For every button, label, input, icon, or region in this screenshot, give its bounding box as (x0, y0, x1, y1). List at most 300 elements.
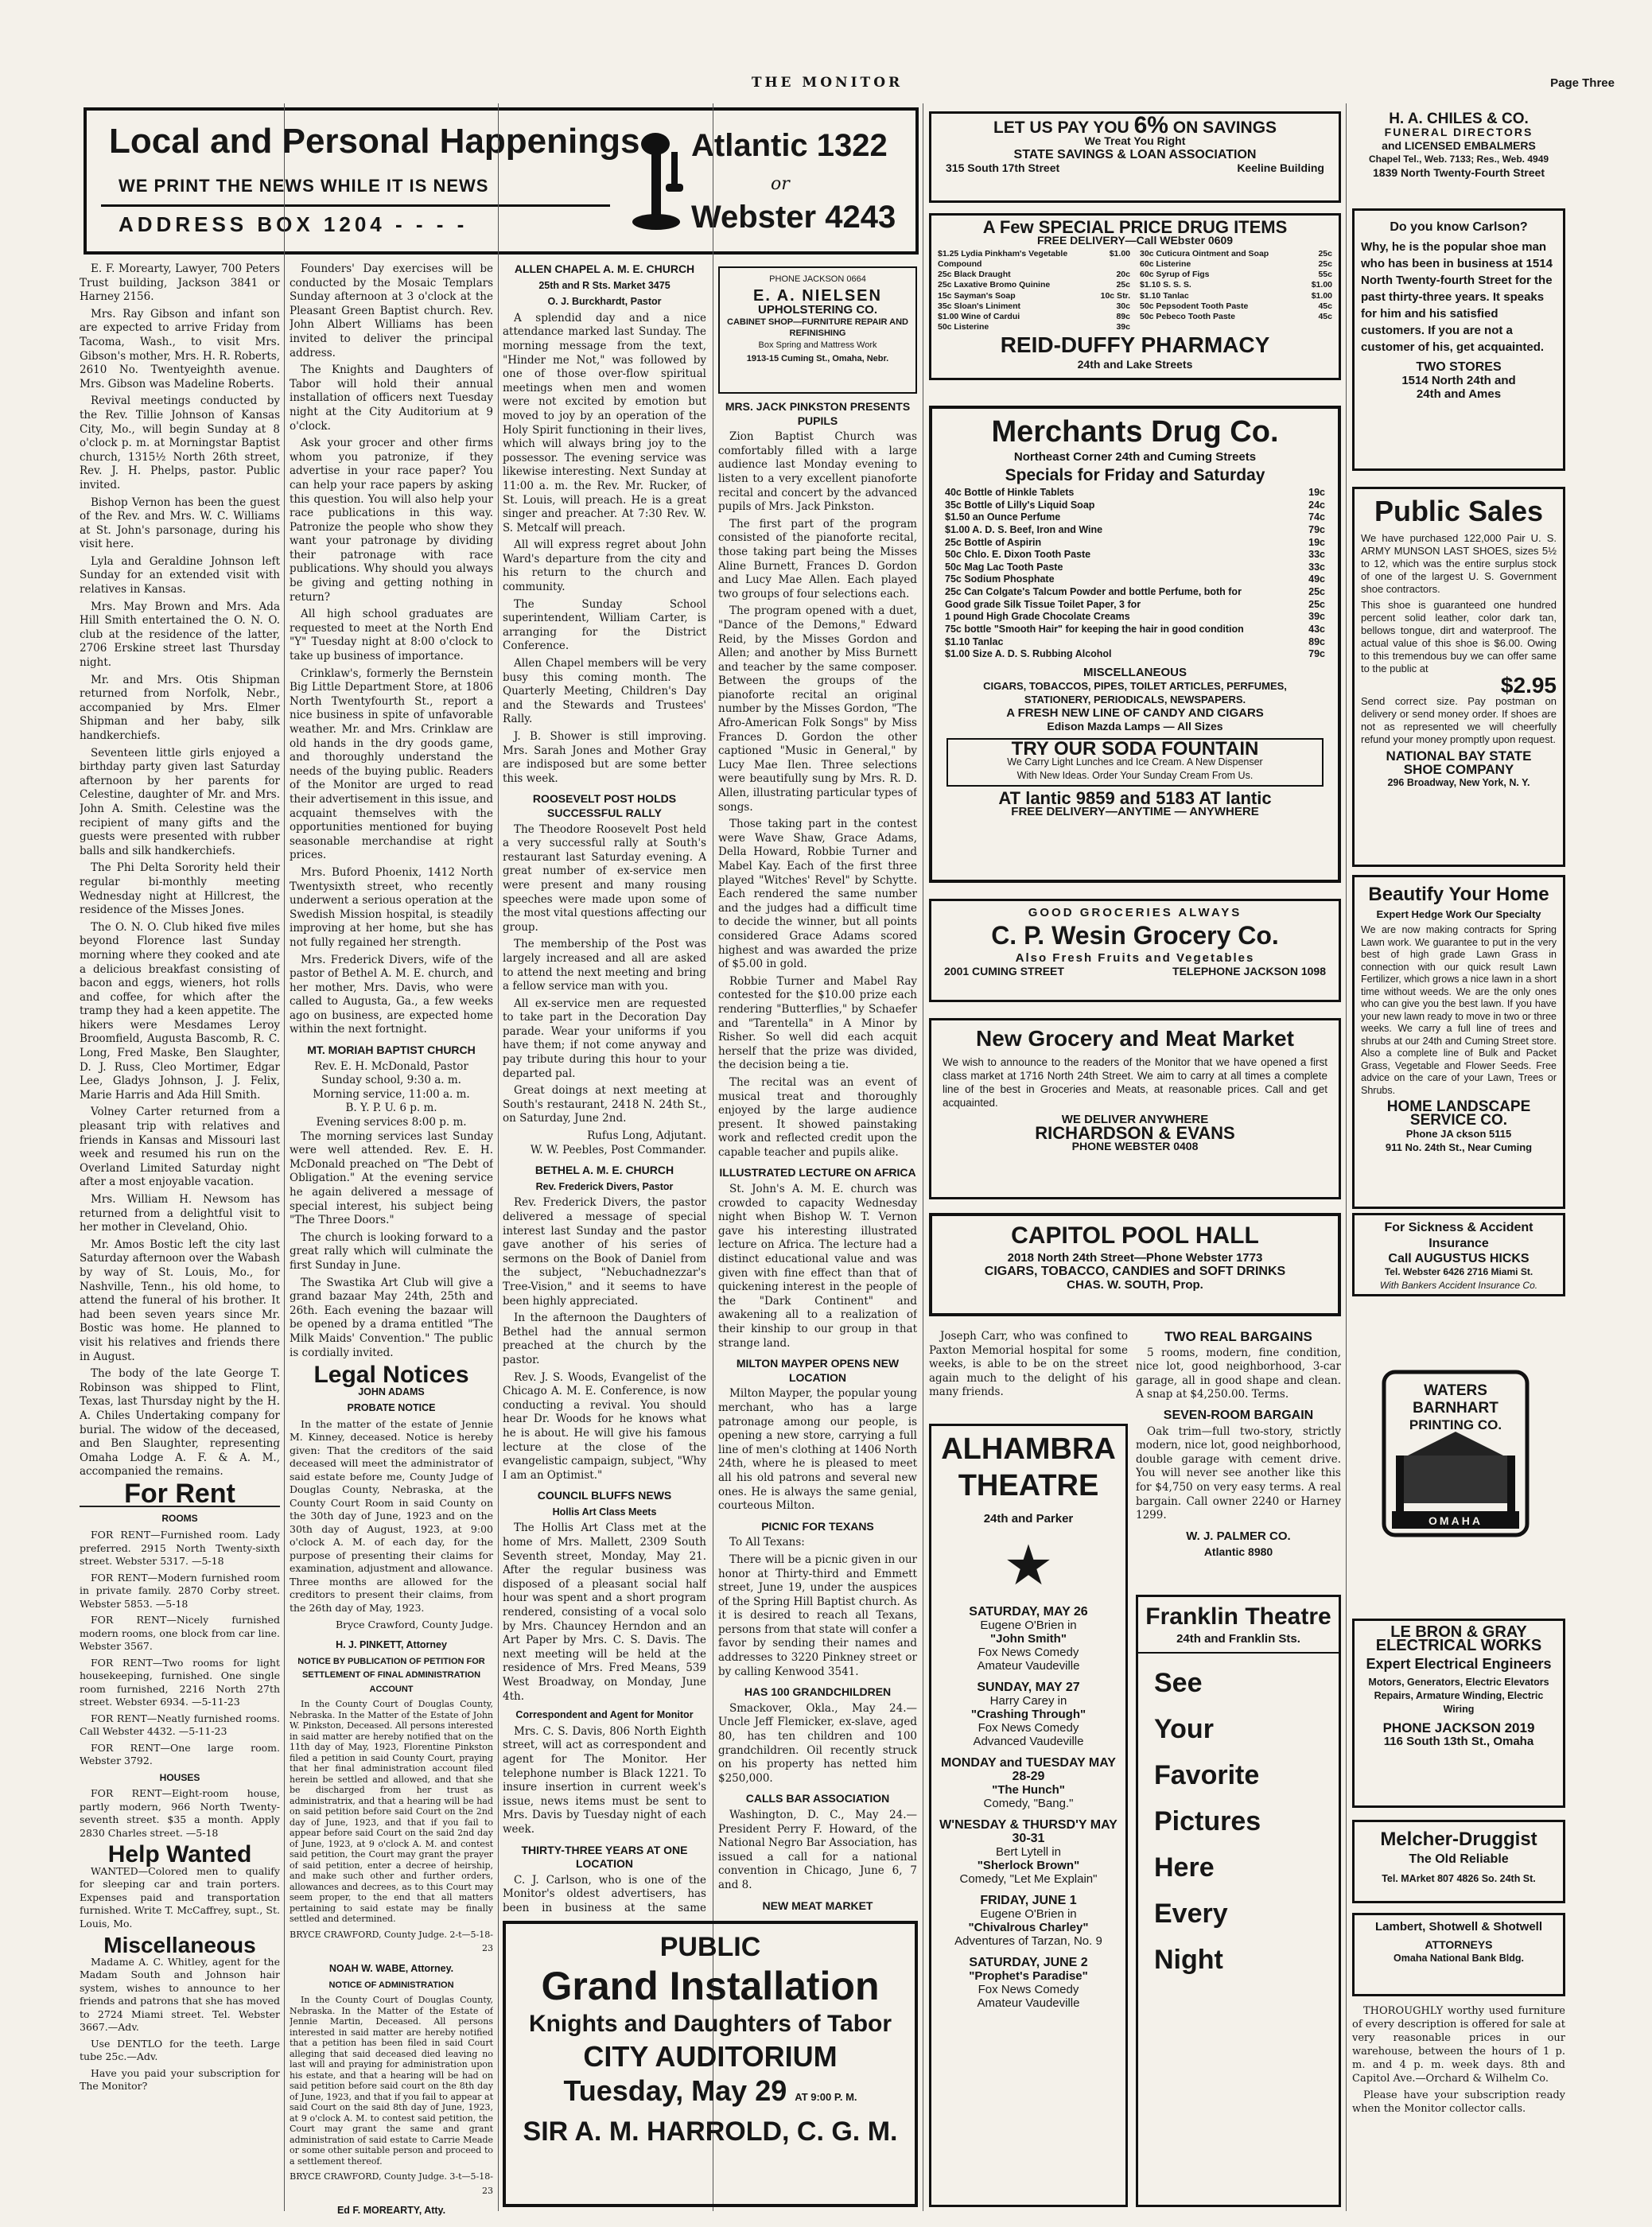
item-price: 39c (1308, 611, 1325, 623)
classified-ad: FOR RENT—Nicely furnished modern rooms, one block from car line. Webster 3567. (80, 1614, 280, 1653)
drug-subtitle: FREE DELIVERY—Call WEbster 0609 (1036, 234, 1234, 247)
item-name: 1 pound High Grade Chocolate Creams (945, 611, 1130, 623)
news-paragraph: Mr. and Mrs. Otis Shipman returned from Norfolk, Nebr., accompanied by Mrs. Elmer Shipman and her baby, silk handkerchiefs. (80, 673, 280, 742)
show-line: "Sherlock Brown" (977, 1859, 1080, 1872)
item-price: 45c (1318, 301, 1332, 311)
show-line: Advanced Vaudeville (973, 1735, 1084, 1748)
pharmacy-address: 24th and Lake Streets (1077, 358, 1193, 371)
carr-note-text: Joseph Carr, who was confined to Paxton Memorial hospital for some weeks, is able to be on the street again much to the delight of his many friends. (929, 1330, 1128, 1399)
item-name: 25c Laxative Bromo Quinine (938, 280, 1051, 290)
item-name: 35c Sloan's Liniment (938, 301, 1021, 311)
lecture-news (718, 1183, 917, 1351)
price-row (945, 537, 1325, 550)
item-price: 89c (1116, 311, 1130, 321)
news-paragraph: A splendid day and a nice attendance marked last Sunday. The morning message from the text, "Hinder me Not," was followed by one of those over-flow spiritual meetings when men and women were not excited by emotion but moved to joy by an operation of the Holy Spirit functioning in their lives, which will always bring joy to the possessor. The evening service was likewise interesting. Next Sunday at 11:00 a. m. the Rev. Mr. Rucker, of St. Louis, will preach. He is a great singer and preacher. At 7:30 Rev. W. S. Metcalf will preach. (503, 311, 706, 534)
show-day: SATURDAY, JUNE 2 (969, 1956, 1088, 1969)
price-row (938, 280, 1130, 290)
schedule-line: B. Y. P. U. 6 p. m. (345, 1102, 437, 1115)
landscape-body: We are now making contracts for Spring Lawn work. We guarantee to put in the very best of high grade Lawn Grass in connection with our quick result Lawn Fertilizer, which grows a nice lawn in a short time without weeds. We are the only ones who can give you the best lawn. If you have your new lawn ready to move in two or three weeks. We carry a full line of trees and shrubs at our 24th and Cuming Street store. Also a complete line of Bulk and Packet Grass, Vegetable and Flower Seeds. Free advice on the care of your Lawn, Trees or Shrubs. (1361, 924, 1557, 1096)
lecture-heading: ILLUSTRATED LECTURE ON AFRICA (719, 1166, 916, 1180)
item-price: 19c (1308, 536, 1325, 548)
item-name: Good grade Silk Tissue Toilet Paper, 3 for (945, 598, 1141, 610)
item-name: 75c Sodium Phosphate (945, 573, 1055, 585)
legal-2-attorney: H. J. PINKETT, Attorney (336, 1639, 447, 1650)
classified-ad: FOR RENT—Eight-room house, partly modern, 966 North Twenty-seventh street. $35 a month. Apply 2830 Charles street. —5-18 (80, 1787, 280, 1839)
franklin-word: Night (1154, 1945, 1223, 1975)
price-row (945, 511, 1325, 524)
star-icon: ★ (1003, 1534, 1054, 1596)
franklin-word: Favorite (1154, 1760, 1260, 1790)
price-row (945, 549, 1325, 562)
bethel-heading: BETHEL A. M. E. CHURCH (534, 1164, 674, 1177)
melcher-sub: The Old Reliable (1409, 1852, 1509, 1866)
news-paragraph: The morning services last Sunday were well attended. Rev. E. H. McDonald preached on "The Debt of Obligation." At the evening service he again delivered a message of special interest, his subject being "The Three Doors." (290, 1129, 493, 1227)
sickness-line-3: With Bankers Accident Insurance Co. (1379, 1280, 1538, 1291)
item-price: $1.00 (1109, 249, 1130, 258)
show-day: SATURDAY, MAY 26 (969, 1605, 1088, 1619)
item-name: $1.50 an Ounce Perfume (945, 511, 1061, 523)
item-name: 50c Pepsodent Tooth Paste (1140, 301, 1249, 311)
soda-fountain-line-2: With New Ideas. Order Your Sunday Cream From Us. (1016, 769, 1254, 781)
classified-ad: WANTED—Colored men to qualify for sleeping car and train porters. Expenses paid and transportation furnished. Write T. McCaffrey, supt., St. Louis, Mo. (80, 1864, 280, 1930)
lebron-phone: PHONE JACKSON 2019 (1382, 1720, 1535, 1735)
masthead-address: ADDRESS BOX 1204 - - - - (119, 212, 468, 236)
column-3 (503, 262, 706, 1913)
item-price: 74c (1308, 511, 1325, 523)
news-paragraph: J. B. Shower is still improving. Mrs. Sarah Jones and Mother Gray are indisposed but are some better this week. (503, 730, 706, 785)
classified-ad: FOR RENT—Two rooms for light housekeeping, furnished. One single room furnished, 2216 North 27th street. Webster 6934. —5-11-23 (80, 1656, 280, 1708)
franklin-word: Pictures (1154, 1806, 1261, 1836)
news-paragraph: Founders' Day exercises will be conducted by the Mosaic Templars Sunday afternoon at 3 o'clock at the Pleasant Green Baptist church. Rev. John Albert Williams has been invited to deliver the principal address. (290, 262, 493, 360)
schedule-line: Evening services 8:00 p. m. (316, 1116, 467, 1129)
landscape-phone: Phone JA ckson 5115 (1405, 1128, 1512, 1140)
masthead (84, 107, 919, 255)
rooms-heading: ROOMS (161, 1513, 198, 1525)
council-bluffs-heading: COUNCIL BLUFFS NEWS (537, 1489, 672, 1502)
item-name: 50c Listerine (938, 321, 989, 332)
price-row (945, 487, 1325, 499)
wesin-produce: Also Fresh Fruits and Vegetables (1015, 951, 1255, 965)
item-price: 49c (1308, 573, 1325, 585)
wesin-tagline: GOOD GROCERIES ALWAYS (1028, 906, 1242, 919)
classified-ad: Have you paid your subscription for The Monitor? (80, 2066, 280, 2093)
local-news (80, 262, 280, 1479)
pinkston-news (718, 430, 917, 1160)
legal-3-signature: BRYCE CRAWFORD, County Judge. 3-t—5-18-23 (290, 2171, 493, 2196)
pool-proprietor: CHAS. W. SOUTH, Prop. (1067, 1278, 1203, 1292)
news-paragraph: The Theodore Roosevelt Post held a very successful rally at South's restaurant last Saturday evening. A great number of ex-service men were present and many rousing speeches were made upon some of the most vital questions affecting our group. (503, 822, 706, 934)
show-line: "The Hunch" (992, 1783, 1065, 1797)
show-day: FRIDAY, JUNE 1 (980, 1894, 1077, 1907)
picnic-heading: PICNIC FOR TEXANS (761, 1519, 874, 1533)
roosevelt-signature-1: Rufus Long, Adjutant. (587, 1129, 706, 1143)
pharmacy-name: REID-DUFFY PHARMACY (1000, 332, 1270, 357)
item-name: 15c Sayman's Soap (938, 290, 1016, 301)
help-wanted-heading: Help Wanted (107, 1841, 252, 1868)
bethel-pastor: Rev. Frederick Divers, Pastor (535, 1180, 674, 1192)
news-paragraph: St. John's A. M. E. church was crowded to capacity Wednesday night when Bishop W. T. Vernon gave his interesting illustrated lecture on Africa. The lecture had a distinct educational value and was given with fine effect than that of quickening interest in the people of the "Dark Continent" and awakening all to a realization of their kinship to our group in that strange land. (718, 1183, 917, 1350)
show-line: Comedy, "Let Me Explain" (959, 1872, 1098, 1886)
legal-2-title: NOTICE BY PUBLICATION OF PETITION FOR SETTLEMENT OF FINAL ADMINISTRATION ACCOUNT (297, 1656, 485, 1694)
item-price: 25c (1308, 598, 1325, 610)
drug-title: A Few SPECIAL PRICE DRUG ITEMS (982, 217, 1288, 237)
for-rent-heading: For Rent (124, 1478, 235, 1509)
news-paragraph: The first part of the program consisted of the pianoforte recital, those taking part being the Misses Aline Burnett, Frances D. Gordon and Lucy Mae Allen. Each played two groups of four selections each. (718, 517, 917, 600)
news-paragraph: Allen Chapel members will be very busy this coming month. The Quarterly Meeting, Children's Day and the Stewards and Trustees' Rally. (503, 657, 706, 726)
news-paragraph: Revival meetings conducted by the Rev. Tillie Johnson of Kansas City, Mo., will begin Sunday at 8 o'clock p. m. at Morningstar Baptist church, 1315½ North 26th street, Rev. J. H. Phelps, pastor. Public invited. (80, 394, 280, 492)
legal-1-body: In the matter of the estate of Jennie M. Kinney, deceased. Notice is hereby given: That the creditors of the said deceased will meet the administrator of said estate before me, County Judge of Douglas County, Nebraska, at the County Court Room in said County on the 30th day of June, 1923 and on the 30th day of August, 1923, at 9:00 o'clock A. M. of each day, for the purpose of presenting their claims for examination, adjustment and allowance. Three months are allowed for the creditors to present their claims, from the 26th day of May, 1923. (290, 1417, 493, 1614)
alhambra-address: 24th and Parker (983, 1512, 1074, 1525)
news-paragraph: The membership of the Post was largely increased and all are asked to attend the next meeting and bring a fellow service man with you. (503, 938, 706, 993)
public-sales-ad (1352, 487, 1565, 867)
news-paragraph: There will be a picnic given in our honor at Thirty-third and Emmett street, June 19, under the auspices of the Spring Hill Baptist church. As it is desired to reach all Texans, persons from that state will confer a favor by sending their names and addresses to 3220 Pinkney street or by calling Kenwood 3541. (718, 1553, 917, 1678)
bar-association-heading: CALLS BAR ASSOCIATION (745, 1792, 890, 1805)
rooms-list (80, 1529, 280, 1768)
chiles-line-4: 1839 North Twenty-Fourth Street (1373, 166, 1545, 179)
correspondent-news (503, 1725, 706, 1837)
news-paragraph: Mrs. William H. Newsom has returned from a delightful visit to her mother in Cleveland, Ohio. (80, 1193, 280, 1234)
pool-address: 2018 North 24th Street—Phone Webster 1773 (1007, 1251, 1263, 1265)
legal-notices-heading: Legal Notices (313, 1362, 469, 1389)
show-line: Amateur Vaudeville (977, 1659, 1080, 1673)
meat-market-heading: NEW MEAT MARKET (762, 1899, 873, 1911)
classified-ad: FOR RENT—One large room. Webster 3792. (80, 1741, 280, 1767)
show-line: Eugene O'Brien in (980, 1619, 1077, 1632)
picnic-news (718, 1536, 917, 1679)
waters-barnhart-logo (1376, 1368, 1535, 1539)
masthead-phone-2: Webster 4243 (691, 200, 896, 235)
show-day: SUNDAY, MAY 27 (977, 1681, 1080, 1694)
news-paragraph: The Knights and Daughters of Tabor will hold their annual installation of officers next Tuesday night at the City Auditorium at 9 o'clock. (290, 363, 493, 433)
news-paragraph: The Swastika Art Club will give a grand bazaar May 24th, 25th and 26th. Each evening the bazaar will be opened by a drama entitled "The Milk Maids' Convention." The public is cordially invited. (290, 1276, 493, 1359)
upholstering-ad (718, 266, 917, 394)
upholstering-title: UPHOLSTERING CO. (757, 303, 877, 317)
new-grocery-phone: PHONE WEBSTER 0408 (1071, 1140, 1199, 1152)
chiles-ad (1352, 107, 1565, 225)
item-name: $1.10 S. S. S. (1140, 280, 1191, 290)
item-price: 30c (1116, 301, 1130, 311)
sales-p2: This shoe is guaranteed one hundred percent solid leather, color dark tan, bellows tongue, dirt and waterproof. The actual value of this shoe is $6.00. Owing to this tremendous buy we can offer same to the public at (1361, 599, 1557, 674)
thirty-three-years-news (503, 1874, 706, 1913)
allen-chapel-news (503, 312, 706, 787)
landscape-name-2: SERVICE CO. (1409, 1112, 1508, 1129)
price-row (938, 270, 1130, 280)
show-line: "Prophet's Paradise" (969, 1969, 1088, 1983)
lambert-name: Lambert, Shotwell & Shotwell (1374, 1920, 1543, 1934)
carlson-store-2: 24th and Ames (1416, 387, 1502, 401)
schedule-line: Sunday school, 9:30 a. m. (321, 1074, 461, 1087)
bar-association-news (718, 1809, 917, 1893)
legal-3-body: In the County Court of Douglas County, Nebraska. In the Matter of the Estate of Jennie Martin, Deceased. All persons interested in said matter are hereby notified that a petition has been filed in said Court alleging that said deceased died leaving no last will and praying for administration upon his estate, and that a hearing will be had on said petition before said court on the 8th day of June, 1923, and that if you fail to appear at said Court on the said 8th day of June, 1923, at 9 o'clock A. M. to contest said petition, the Court may grant the same and grant administration of said estate to Carrie Meade or some other suitable person and proceed to a settlement thereof. (290, 1995, 493, 2167)
franklin-theatre-ad (1136, 1595, 1341, 2207)
news-paragraph: Milton Mayper, the popular young merchant, who has a large patronage among our people, is opening a new store, carrying a full line of men's clothing at 1406 North 24th, where he is pleased to meet all his old patrons and several new ones. He is always the same genial, courteous Milton. (718, 1387, 917, 1513)
miscellaneous-list (80, 1956, 280, 2093)
sales-price: $2.95 (1500, 673, 1557, 698)
price-row (1140, 259, 1332, 270)
item-name: $1.25 Lydia Pinkham's Vegetable Compound (938, 249, 1068, 270)
carlson-ad (1352, 208, 1565, 471)
news-paragraph: Lyla and Geraldine Johnson left Sunday for an extended visit with relatives in Kansas. (80, 554, 280, 597)
upholstering-phone: PHONE JACKSON 0664 (769, 274, 866, 284)
price-row (945, 562, 1325, 574)
news-paragraph: Rev. J. S. Woods, Evangelist of the Chicago A. M. E. Conference, is now conducting a revival. You should hear Dr. Woods for he knows what he is about. He will give his famous lecture at the close of the evangelistic campaign, subject, "Why I am an Optimist." (503, 1370, 706, 1482)
miscellaneous-heading: Miscellaneous (103, 1933, 256, 1958)
bargains-p2: Oak trim—full two-story, strictly modern, nice lot, good neighborhood, double garage with cement drive. You will never see another like this for $4,750 on very easy terms. A real bargain. Call owner 2240 or Harney 1299. (1136, 1424, 1341, 1522)
telephone-icon (628, 128, 691, 235)
franklin-word: Your (1154, 1714, 1214, 1744)
item-name: 60c Syrup of Figs (1140, 270, 1210, 280)
news-paragraph: Mrs. May Brown and Mrs. Ada Hill Smith entertained the O. N. O. club at the residence of the latter, 2706 Erskine street last Thursday night. (80, 600, 280, 670)
merchants-misc-title: MISCELLANEOUS (1083, 665, 1187, 679)
merchants-drug-ad (929, 406, 1341, 883)
wesin-name: C. P. Wesin Grocery Co. (991, 921, 1279, 950)
installation-officer: SIR A. M. HARROLD, C. G. M. (523, 2116, 898, 2147)
carlson-store-1: 1514 North 24th and (1401, 374, 1516, 387)
paper-name: THE MONITOR (751, 75, 904, 91)
item-name: $1.00 Size A. D. S. Rubbing Alcohol (945, 648, 1112, 660)
allen-chapel-pastor: O. J. Burckhardt, Pastor (547, 296, 662, 308)
column-2 (290, 262, 493, 2219)
installation-title: Grand Installation (541, 1964, 880, 2008)
item-price: $1.00 (1311, 280, 1332, 290)
show-line: Amateur Vaudeville (977, 1996, 1080, 2010)
masthead-or: or (771, 174, 790, 194)
item-name: 50c Pebeco Tooth Paste (1140, 311, 1236, 321)
item-name: 50c Mag Lac Tooth Paste (945, 561, 1063, 573)
carlson-body: Why, he is the popular shoe man who has been in business at 1514 North Twenty-fourth Street for the past thirty-three years. It speaks for him and his satisfied customers. If you are not a customer of his, get acquainted. (1361, 240, 1553, 354)
installation-time: AT 9:00 P. M. (795, 2091, 857, 2103)
grandchildren-heading: HAS 100 GRANDCHILDREN (744, 1685, 892, 1699)
news-paragraph: Great doings at next meeting at South's restaurant, 2418 N. 24th St., on Saturday, June 2nd. (503, 1084, 706, 1125)
lambert-line-2: Omaha National Bank Bldg. (1394, 1953, 1524, 1964)
hollis-news (503, 1522, 706, 1704)
price-row (1140, 291, 1332, 301)
upholstering-name: E. A. NIELSEN (753, 287, 882, 305)
page-number: Page Three (1550, 76, 1615, 90)
schedule-line: Morning service, 11:00 a. m. (313, 1087, 470, 1101)
sickness-line-2: Tel. Webster 6426 2716 Miami St. (1384, 1266, 1533, 1277)
news-paragraph: The church is looking forward to a great rally which will culminate the first Sunday in June. (290, 1230, 493, 1272)
installation-knights: Knights and Daughters of Tabor (528, 2011, 892, 2037)
carlson-question: Do you know Carlson? (1390, 220, 1528, 234)
news-paragraph: Please have your subscription ready when the Monitor collector calls. (1352, 2089, 1565, 2115)
show-line: "John Smith" (990, 1632, 1067, 1646)
alhambra-title-2: THEATRE (958, 1469, 1099, 1502)
franklin-word: Every (1154, 1899, 1228, 1929)
news-paragraph: Zion Baptist Church was comfortably filled with a large audience last Monday evening to listen to a very excellent pianoforte recital and concert by the advanced pupils of Mrs. Jack Pinkston. (718, 430, 917, 514)
item-name: 30c Cuticura Ointment and Soap (1140, 249, 1269, 258)
column-6-notes (1352, 2004, 1565, 2211)
landscape-sub: Expert Hedge Work Our Specialty (1376, 908, 1541, 920)
wesin-telephone: TELEPHONE JACKSON 1098 (1172, 965, 1326, 977)
show-line: Fox News Comedy (978, 1721, 1079, 1735)
help-wanted-list (80, 1865, 280, 1931)
news-paragraph: Mrs. Ray Gibson and infant son are expected to arrive Friday from Tacoma, Wash., to visit Mrs. Gibson's mother, Mrs. H. R. Roberts, 2610 No. Twentyeighth avenue. Mrs. Gibson was Madeline Roberts. (80, 307, 280, 391)
news-paragraph: Robbie Turner and Mabel Ray contested for the $10.00 prize each rendering "Butterflies," by Schaefer and "Tarentella" in A Minor by Risher. So well did each acquit herself that the prize was divided, the decision being a tie. (718, 974, 917, 1072)
news-paragraph: All ex-service men are requested to take part in the Decoration Day parade. Wear your uniforms if you have them; if not come anyway and pay tribute during this hour to your departed pal. (503, 997, 706, 1080)
lambert-ad (1352, 1913, 1565, 1996)
item-price: 45c (1318, 311, 1332, 321)
news-paragraph: Seventeen little girls enjoyed a birthday party given last Saturday afternoon by her parents for Celestine, daughter of Mr. and Mrs. John A. Smith. Celestine was the recipient of many gifts and the guests were presented with rubber balls and silk handkerchiefs. (80, 746, 280, 857)
show-line: Comedy, "Bang." (983, 1797, 1074, 1810)
item-price: 39c (1116, 321, 1130, 332)
item-name: $1.00 Wine of Cardui (938, 311, 1020, 321)
grandchildren-news (718, 1702, 917, 1786)
landscape-ad (1352, 875, 1565, 1209)
price-row (945, 599, 1325, 612)
news-paragraph: Mrs. C. S. Davis, 806 North Eighth street, will act as correspondent and agent for The Monitor. Her telephone number is Black 1221. To insure insertion in current week's issue, news items must be sent to Mrs. Davis by Tuesday night of each week. (503, 1724, 706, 1836)
news-paragraph: Smackover, Okla., May 24.—Uncle Jeff Flemicker, ex-slave, aged 80, has ten children and 100 grandchildren. Oil recently struck on his property has netted him $250,000. (718, 1701, 917, 1785)
waters-line-1: WATERS (1424, 1382, 1487, 1399)
price-row (1140, 312, 1332, 322)
lebron-gray-ad (1352, 1619, 1565, 1808)
price-row (1140, 270, 1332, 280)
wesin-grocery-ad (929, 899, 1341, 1002)
merchants-title: Merchants Drug Co. (991, 415, 1279, 449)
palmer-phone: Atlantic 8980 (1203, 1545, 1273, 1559)
show-day: MONDAY and TUESDAY MAY 28-29 (941, 1756, 1116, 1783)
capitol-pool-ad (929, 1213, 1341, 1316)
price-row (1140, 249, 1332, 259)
item-name: 25c Black Draught (938, 270, 1011, 280)
franklin-words (1145, 1660, 1332, 1983)
item-price: 33c (1308, 561, 1325, 573)
item-price: 55c (1318, 270, 1332, 280)
soda-fountain-title: TRY OUR SODA FOUNTAIN (1011, 737, 1259, 760)
news-paragraph: THOROUGHLY worthy used furniture of every description is offered for sale at very reasonable prices in our warehouse, between the hours of 1 p. m. and 4 p. m. week days. 8th and Capitol Ave.—Orchard & Wilhelm Co. (1352, 2005, 1565, 2085)
merchants-misc-1: CIGARS, TOBACCOS, PIPES, TOILET ARTICLES, PERFUMES, (983, 679, 1287, 692)
bargains-ad (1136, 1330, 1341, 1584)
legal-3-title: NOTICE OF ADMINISTRATION (328, 1980, 454, 1990)
news-paragraph: Mr. Amos Bostic left the city last Saturday afternoon over the Wabash by way of St. Louis, Mo., for Nashville, Tenn., his old home, to attend the funeral of his brother. It had been seven years since Mr. Bostic was home. He planned to visit his relatives and friends there in August. (80, 1238, 280, 1363)
price-row (945, 648, 1325, 661)
waters-line-3: PRINTING CO. (1409, 1417, 1502, 1432)
news-paragraph: The O. N. O. Club hiked five miles beyond Florence last Sunday morning where they cooked and ate a delicious breakfast consisting of bacon and eggs, wieners, hot rolls and coffee, for which after the tramp they had a keen appetite. The hikers were Mesdames Leroy Broomfield, Augusta Bascomb, R. C. Long, Fred Maske, Ben Slaughter, D. J. Russ, Cleo Mortimer, Edgar Lee, Gladys Johnson, J. J. Felix, Marie Harris and Ada Hill Smith. (80, 920, 280, 1102)
show-day: W'NESDAY & THURSD'Y MAY 30-31 (939, 1818, 1118, 1845)
price-row (938, 312, 1130, 322)
item-price: 19c (1308, 487, 1325, 498)
roosevelt-news (503, 823, 706, 1126)
merchants-specials: Specials for Friday and Saturday (1005, 466, 1265, 484)
new-grocery-title: New Grocery and Meat Market (976, 1026, 1294, 1051)
sales-name-2: SHOE COMPANY (1403, 762, 1514, 777)
lambert-line-1: ATTORNEYS (1425, 1938, 1493, 1951)
classified-ad: Use DENTLO for the teeth. Large tube 25c.—Adv. (80, 2037, 280, 2063)
franklin-word: See (1154, 1668, 1203, 1698)
show-line: Eugene O'Brien in (980, 1907, 1077, 1921)
price-row (938, 291, 1130, 301)
installation-date (512, 2074, 908, 2114)
alhambra-shows (938, 1605, 1119, 2010)
merchants-misc-4: Edison Mazda Lamps — All Sizes (1047, 719, 1223, 733)
price-row (1140, 280, 1332, 290)
carlson-stores: TWO STORES (1416, 360, 1502, 374)
sales-p3: Send correct size. Pay postman on delivery or send money order. If shoes are not as represented we will cheerfully refund your money promptly upon request. (1361, 695, 1557, 745)
item-price: 25c (1308, 586, 1325, 597)
upholstering-line-3: 1913-15 Cuming St., Omaha, Nebr. (746, 354, 889, 363)
legal-3-attorney: NOAH W. WABE, Attorney. (328, 1963, 454, 1975)
franklin-word: Here (1154, 1852, 1215, 1883)
lebron-body: Motors, Generators, Electric Elevators Repairs, Armature Winding, Electric Wiring (1368, 1677, 1549, 1715)
bargains-p1: 5 rooms, modern, fine condition, nice lot, good neighborhood, 3-car garage, all in good shape and clean. A snap at $4,250.00. Terms. (1136, 1346, 1341, 1401)
price-row (945, 573, 1325, 586)
news-paragraph: Mrs. Frederick Divers, wife of the pastor of Bethel A. M. E. church, and her mother, Mrs. Davis, who were called to Augusta, Ga., a few weeks ago on business, are expected home within the next fortnight. (290, 953, 493, 1036)
new-grocery-body: We wish to announce to the readers of the Monitor that we have opened a first class market at 1716 North 24th Street. We aim to carry at all times a complete line of the best in Groceries and Meats, at reasonable prices. Call and get acquainted. (943, 1056, 1327, 1109)
news-paragraph: Bishop Vernon has been the guest of the Rev. and Mrs. W. C. Williams at St. John's parsonage, during his visit here. (80, 496, 280, 551)
news-paragraph: Volney Carter returned from a pleasant trip with relatives and friends in Kansas and Missouri last week and resumed his run on the Overland Limited Saturday night after a most enjoyable vacation. (80, 1106, 280, 1189)
roosevelt-signature-2: W. W. Peebles, Post Commander. (530, 1143, 706, 1156)
schedule-line: Rev. E. H. McDonald, Pastor (314, 1059, 468, 1073)
installation-day: Tuesday, May 29 (563, 2074, 787, 2107)
item-price: 24c (1308, 499, 1325, 511)
sales-address: 296 Broadway, New York, N. Y. (1387, 777, 1530, 788)
item-name: 40c Bottle of Hinkle Tablets (945, 487, 1075, 498)
savings-building: Keeline Building (1237, 161, 1324, 174)
thirty-three-years-heading: THIRTY-THREE YEARS AT ONE LOCATION (521, 1843, 688, 1871)
item-name: 25c Bottle of Aspirin (945, 536, 1042, 548)
show-line: Fox News Comedy (978, 1646, 1079, 1659)
item-price: 25c (1116, 280, 1130, 290)
bethel-news (503, 1196, 706, 1483)
item-name: 50c Chlo. E. Dixon Tooth Paste (945, 549, 1091, 561)
page-header (16, 73, 1638, 97)
news-paragraph: The body of the late George T. Robinson was shipped to Flint, Texas, last Thursday night by the H. A. Chiles Undertaking company for burial. The widow of the deceased, and Ben Slaughter, representing Omaha Lodge A. F. & A. M., accompanied the remains. (80, 1367, 280, 1479)
landscape-address: 911 No. 24th St., Near Cuming (1385, 1141, 1533, 1153)
item-name: $1.10 Tanlac (1140, 290, 1189, 301)
mt-moriah-schedule (290, 1060, 493, 1130)
masthead-phone-1: Atlantic 1322 (691, 128, 888, 163)
wesin-contact (938, 965, 1332, 977)
price-row (945, 586, 1325, 599)
grand-installation-ad (503, 1921, 918, 2207)
pool-goods: CIGARS, TOBACCO, CANDIES and SOFT DRINKS (984, 1265, 1286, 1278)
sickness-title: For Sickness & Accident Insurance (1384, 1221, 1533, 1250)
price-row (938, 322, 1130, 332)
legal-1-attorney: JOHN ADAMS (358, 1386, 425, 1397)
installation-venue: CITY AUDITORIUM (583, 2040, 838, 2073)
lebron-title: ELECTRICAL WORKS (1375, 1637, 1542, 1654)
franklin-address: 24th and Franklin Sts. (1176, 1632, 1300, 1646)
mayper-heading: MILTON MAYPER OPENS NEW LOCATION (736, 1357, 900, 1384)
price-row (938, 249, 1130, 270)
merchants-misc-2: STATIONERY, PERIODICALS, NEWSPAPERS. (1024, 693, 1246, 705)
upholstering-line-1: CABINET SHOP—FURNITURE REPAIR AND REFINISHING (727, 317, 908, 338)
show-line: Fox News Comedy (978, 1983, 1079, 1996)
item-name: 60c Listerine (1140, 259, 1191, 270)
roosevelt-heading: ROOSEVELT POST HOLDS SUCCESSFUL RALLY (532, 792, 677, 819)
news-paragraph: E. F. Morearty, Lawyer, 700 Peters Trust building, Jackson 3841 or Harney 2156. (80, 262, 280, 304)
news-paragraph: Washington, D. C., May 24.—President Perry F. Howard, of the National Negro Bar Association, has issued a call for a national convention in Chicago, June 6, 7 and 8. (718, 1809, 917, 1891)
news-paragraph: C. J. Carlson, who is one of the Monitor's oldest advertisers, has been in business at the same (503, 1873, 706, 1913)
mt-moriah-news (290, 1130, 493, 1361)
pinkston-heading: MRS. JACK PINKSTON PRESENTS PUPILS (725, 400, 911, 427)
sickness-line-1: Call AUGUSTUS HICKS (1388, 1252, 1530, 1265)
palmer-name: W. J. PALMER CO. (1186, 1529, 1291, 1543)
news-paragraph: The recital was an event of musical treat and thoroughly enjoyed by the large audience present. It showed painstaking work and reflected credit upon the capable teacher and pupils alike. (718, 1075, 917, 1159)
sales-p1: We have purchased 122,000 Pair U. S. ARMY MUNSON LAST SHOES, sizes 5½ to 12, which was the entire surplus stock of one of the largest U. S. Government shoe contractors. (1361, 532, 1557, 595)
legal-1-signature: Bryce Crawford, County Judge. (335, 1619, 493, 1631)
soda-fountain-line-1: We Carry Light Lunches and Ice Cream. A New Dispenser (1007, 756, 1263, 768)
new-grocery-deliver: WE DELIVER ANYWHERE (1061, 1113, 1209, 1126)
savings-ad (929, 111, 1341, 203)
melcher-ad (1352, 1820, 1565, 1903)
masthead-subtitle: WE PRINT THE NEWS WHILE IT IS NEWS (119, 176, 489, 196)
savings-slogan: We Treat You Right (1084, 134, 1186, 147)
savings-address-row (938, 161, 1332, 174)
alhambra-title-1: ALHAMBRA (941, 1432, 1116, 1466)
column-1 (80, 262, 280, 2219)
item-name: 75c bottle "Smooth Hair" for keeping the hair in good condition (945, 623, 1244, 635)
